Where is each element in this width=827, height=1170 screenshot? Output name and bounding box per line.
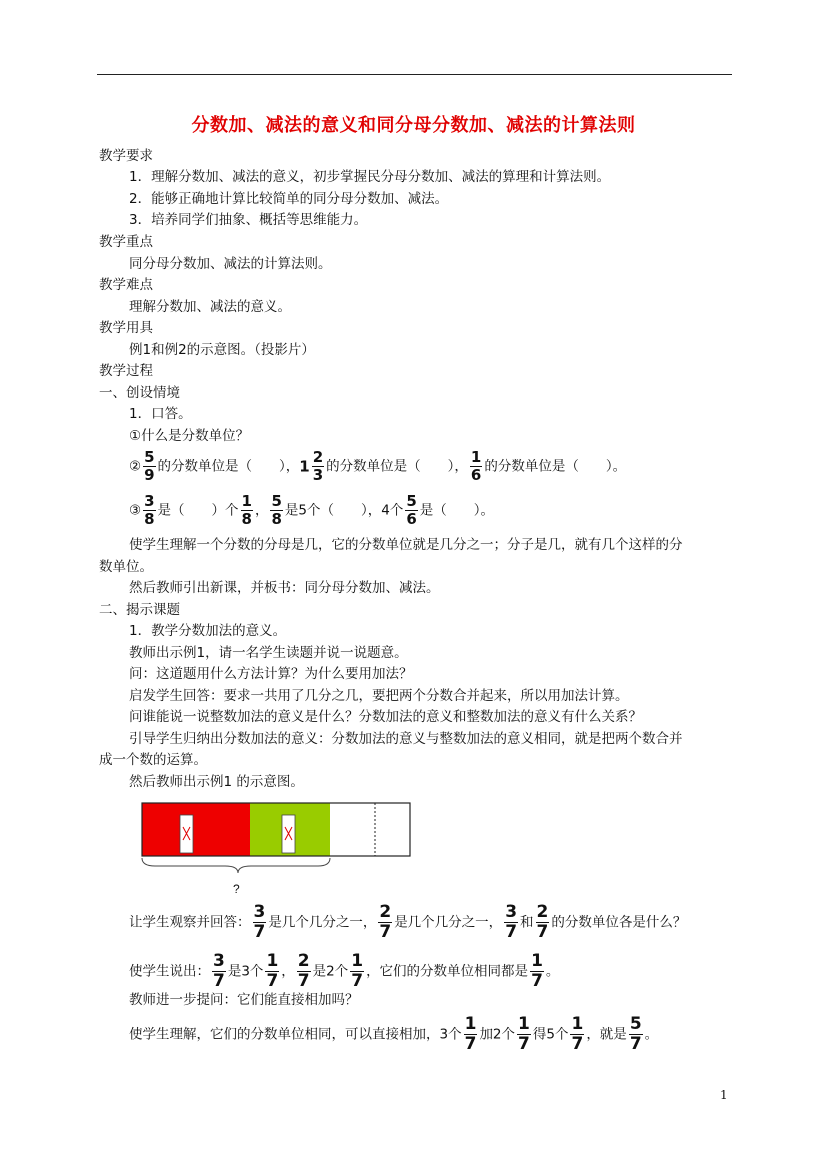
tools-text: 例1和例2的示意图。（投影片） bbox=[129, 342, 315, 358]
fraction-5-8: $\frac{5}{8}$ bbox=[271, 492, 282, 528]
heading-key-point: 教学重点 bbox=[99, 234, 153, 250]
q2-prefix: ② bbox=[129, 458, 142, 475]
fraction-3-7: $\frac{3}{7}$ bbox=[213, 951, 225, 991]
example-1-diagram bbox=[125, 798, 425, 898]
heading-requirements: 教学要求 bbox=[99, 148, 153, 164]
example-1-intro: 教师出示例1，请一名学生读题并说一说题意。 bbox=[129, 645, 408, 661]
cup-icon-green bbox=[282, 815, 295, 853]
red-segment bbox=[142, 803, 250, 856]
difficulty-text: 理解分数加、减法的意义。 bbox=[129, 299, 291, 315]
question-method: 问：这道题用什么方法计算？为什么要用加法？ bbox=[129, 666, 413, 682]
fraction-1-7: $\frac{1}{7}$ bbox=[266, 951, 279, 991]
requirement-3: 3．培养同学们抽象、概括等思维能力。 bbox=[129, 212, 368, 228]
question-3: ③ $\frac{3}{8}$ 是（ ）个 $\frac{1}{8}$ ， $\frac{5}{8}$ 是5个（ ），4个 $\frac{5}{6}$ 是（ ）。 bbox=[129, 492, 495, 528]
fraction-1-7: $\frac{1}{7}$ bbox=[531, 951, 543, 991]
explanation-line-2: 数单位。 bbox=[99, 559, 153, 575]
student-says-line: 使学生说出： $\frac{3}{7}$ 是3个 $\frac{1}{7}$ ， $\frac{2}{7}$ 是2个 $\frac{1}{7}$ ，它们的分数单位相同都是 $\frac{1}{7}$ 。 bbox=[129, 951, 560, 991]
heading-difficulty: 教学难点 bbox=[99, 277, 153, 293]
heading-process: 教学过程 bbox=[99, 363, 153, 379]
summary-line-1: 引导学生归纳出分数加法的意义：分数加法的意义与整数加法的意义相同，就是把两个数合并 bbox=[129, 731, 683, 747]
question-meaning: 问谁能说一说整数加法的意义是什么？分数加法的意义和整数加法的意义有什么关系？ bbox=[129, 709, 642, 725]
requirement-2: 2．能够正确地计算比较简单的同分母分数加、减法。 bbox=[129, 191, 449, 207]
fraction-2-7: $\frac{2}{7}$ bbox=[536, 902, 549, 942]
fraction-3-8: $\frac{3}{8}$ bbox=[144, 492, 155, 528]
fraction-5-7: $\frac{5}{7}$ bbox=[629, 1014, 642, 1054]
show-diagram-line: 然后教师出示例1 的示意图。 bbox=[129, 774, 304, 790]
header-rule bbox=[97, 74, 732, 75]
heading-tools: 教学用具 bbox=[99, 320, 153, 336]
page-title: 分数加、减法的意义和同分母分数加、减法的计算法则 bbox=[191, 115, 636, 136]
brace bbox=[142, 858, 330, 873]
fraction-2-7: $\frac{2}{7}$ bbox=[379, 902, 392, 942]
student-answer: 启发学生回答：要求一共用了几分之几，要把两个分数合并起来，所以用加法计算。 bbox=[129, 688, 629, 704]
fraction-1-7: $\frac{1}{7}$ bbox=[518, 1014, 530, 1054]
fraction-5-6: $\frac{5}{6}$ bbox=[406, 492, 417, 528]
question-1: ①什么是分数单位？ bbox=[129, 428, 250, 444]
understanding-line: 使学生理解，它们的分数单位相同，可以直接相加，3个 $\frac{1}{7}$ 加2个 $\frac{1}{7}$ 得5个 $\frac{1}{7}$ ，就是 $\frac{5}{7}$ 。 bbox=[129, 1014, 659, 1054]
further-question: 教师进一步提问：它们能直接相加吗？ bbox=[129, 992, 359, 1008]
fraction-2-3: $\frac{2}{3}$ bbox=[312, 448, 324, 484]
fraction-3-7: $\frac{3}{7}$ bbox=[253, 902, 266, 942]
question-mark: ? bbox=[233, 882, 240, 896]
cup-icon-red bbox=[180, 815, 193, 853]
fraction-1-7: $\frac{1}{7}$ bbox=[464, 1014, 477, 1054]
fraction-1-8: $\frac{1}{8}$ bbox=[241, 492, 252, 528]
requirement-1: 1．理解分数加、减法的意义，初步掌握民分母分数加、减法的算理和计算法则。 bbox=[129, 169, 611, 185]
fraction-1-7: $\frac{1}{7}$ bbox=[571, 1014, 584, 1054]
section-1-heading: 一、创设情境 bbox=[99, 385, 180, 401]
fraction-1-6: $\frac{1}{6}$ bbox=[470, 448, 482, 484]
key-point-text: 同分母分数加、减法的计算法则。 bbox=[129, 256, 332, 272]
teaching-addition: 1．教学分数加法的意义。 bbox=[129, 623, 287, 639]
new-lesson-line: 然后教师引出新课，并板书：同分母分数加、减法。 bbox=[129, 580, 440, 596]
explanation-line-1: 使学生理解一个分数的分母是几，它的分数单位就是几分之一；分子是几，就有几个这样的分 bbox=[129, 537, 683, 553]
observe-line: 让学生观察并回答： $\frac{3}{7}$ 是几个几分之一， $\frac{2}{7}$ 是几个几分之一， $\frac{3}{7}$ 和 $\frac{2}{7}$ 的分数单位各是什么？ bbox=[129, 902, 687, 942]
white-segment bbox=[330, 803, 410, 856]
fraction-2-7: $\frac{2}{7}$ bbox=[297, 951, 310, 991]
fraction-3-7: $\frac{3}{7}$ bbox=[505, 902, 518, 942]
fraction-1-7: $\frac{1}{7}$ bbox=[351, 951, 364, 991]
mixed-number-whole: 1 bbox=[299, 457, 310, 476]
question-2: ② $\frac{5}{9}$ 的分数单位是（ ），1 $\frac{2}{3}$ 的分数单位是（ ）， $\frac{1}{6}$ 的分数单位是（ ）。 bbox=[129, 448, 627, 484]
page-number: 1 bbox=[720, 1088, 728, 1102]
oral-answer: 1．口答。 bbox=[129, 406, 192, 422]
summary-line-2: 成一个数的运算。 bbox=[99, 752, 207, 768]
section-2-heading: 二、揭示课题 bbox=[99, 602, 180, 618]
fraction-5-9: $\frac{5}{9}$ bbox=[144, 448, 155, 484]
